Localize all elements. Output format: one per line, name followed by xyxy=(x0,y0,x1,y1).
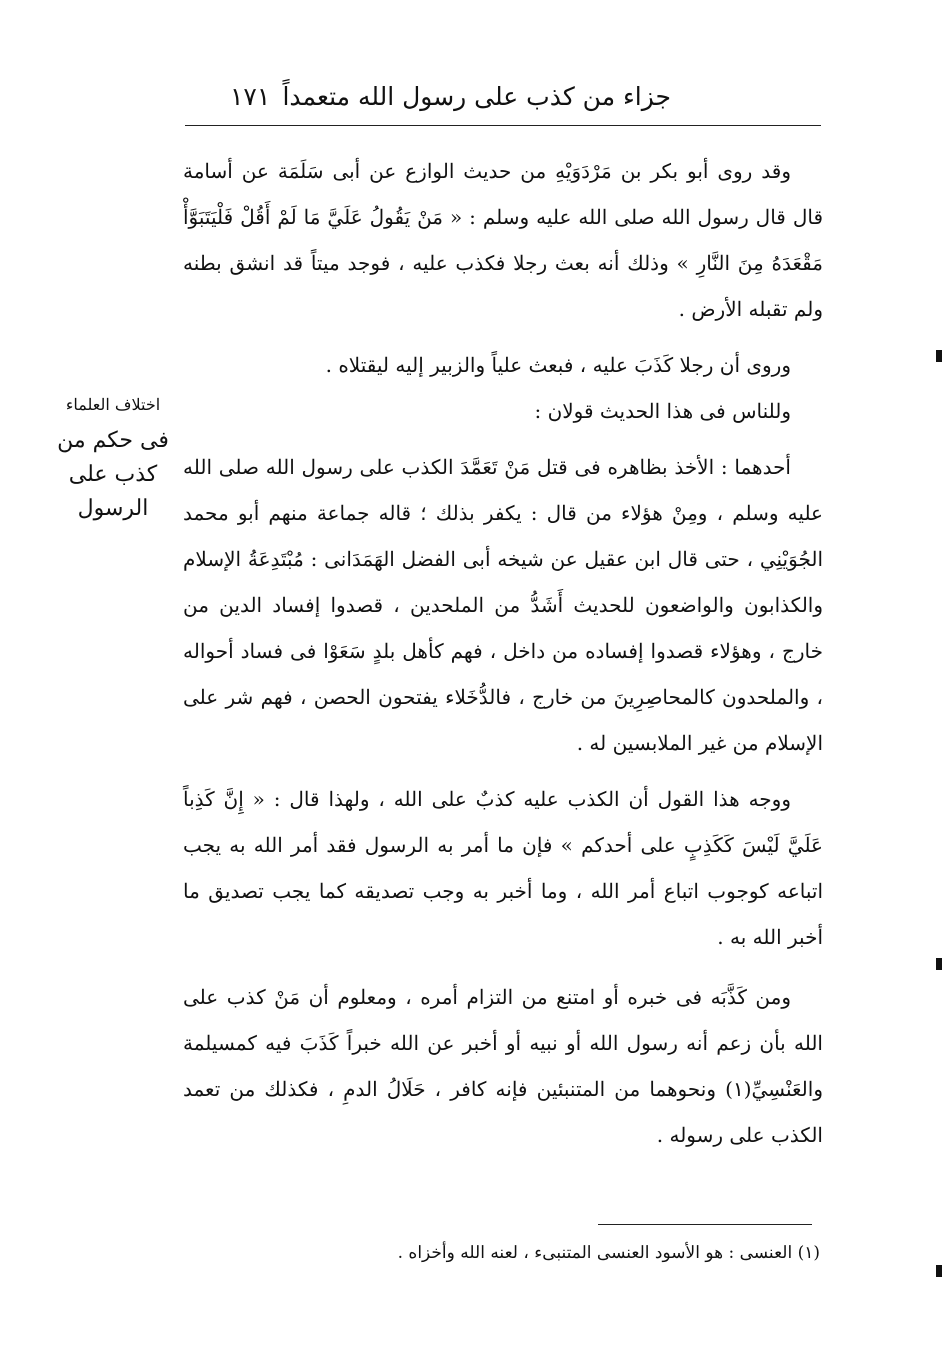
paragraph: وروى أن رجلا كَذَبَ عليه ، فبعث علياً والزبير إليه ليقتلاه . xyxy=(325,353,791,377)
paragraph: ووجه هذا القول أن الكذب عليه كذبٌ على الله ، ولهذا قال : « إِنَّ كَذِباً عَلَيَّ لَيْسَ كَكَذِبٍ على أحدكم » فإن ما أمر به الرسول فقد أمر الله به يجب اتباعه كوجوب اتباع أمر الله ، وما أخبر به وجب تصديقه كما يجب تصديق ما أخبر الله به . xyxy=(183,787,823,949)
margin-note xyxy=(48,390,178,526)
paragraph: وللناس فى هذا الحديث قولان : xyxy=(534,399,791,423)
scan-mark xyxy=(936,350,942,362)
running-header xyxy=(185,78,821,124)
paragraph: أحدهما : الأخذ بظاهره فى قتل مَنْ تَعَمَّدَ الكذب على رسول الله صلى الله عليه وسلم ، ومِنْ هؤلاء من قال : يكفر بذلك ؛ قاله جماعة منهم أبو محمد الجُوَيْنِي ، حتى قال ابن عقيل عن شيخه أبى الفضل الهَمَدَانى : مُبْتَدِعَةُ الإسلام والكذابون والواضعون للحديث أَشَدُّ من الملحدين ، قصدوا إفساد الدين من خارج ، وهؤلاء قصدوا إفساده من داخل ، فهم كأهل بلدٍ سَعَوْا فى فساد أحواله ، والملحدون كالمحاصِرِينَ من خارج ، فالدُّخَلاء يفتحون الحصن ، فهم شر على الإسلام من غير الملابسين له . xyxy=(183,455,823,755)
margin-note-line: كذب على xyxy=(68,462,158,487)
margin-note-line: الرسول xyxy=(77,496,149,521)
margin-note-line: فى حكم من xyxy=(57,428,169,453)
paragraph: وقد روى أبو بكر بن مَرْدَوَيْهِ من حديث الوازع عن أبى سَلَمَة عن أسامة قال قال رسول الله صلى الله عليه وسلم : « مَنْ يَقُولُ عَلَيَّ مَا لَمْ أَقُلْ فَلْيَتَبَوَّأْ مَقْعَدَهُ مِنَ النَّارِ » وذلك أنه بعث رجلا فكذب عليه ، فوجد ميتاً قد انشق بطنه ولم تقبله الأرض . xyxy=(183,159,823,321)
main-text xyxy=(183,148,823,1158)
footnote-divider xyxy=(598,1224,812,1225)
footnote: (١) العنسى : هو الأسود العنسى المتنبىء ، لعنه الله وأخزاه . xyxy=(397,1243,820,1263)
header-divider xyxy=(185,125,821,126)
paragraph: ومن كَذَّبَه فى خبره أو امتنع من التزام أمره ، ومعلوم أن مَنْ كذب على الله بأن زعم أنه رسول الله أو نبيه أو أخبر عن الله خبراً كَذَبَ فيه كمسيلمة والعَنْسِيِّ(١) ونحوهما من المتنبئين فإنه كافر ، حَلَالُ الدمِ ، فكذلك من تعمد الكذب على رسوله . xyxy=(183,985,823,1147)
margin-note-line: اختلاف العلماء xyxy=(65,395,161,414)
page-number: ١٧١ xyxy=(230,82,271,111)
running-title: جزاء من كذب على رسول الله متعمداً xyxy=(282,82,671,111)
scan-mark xyxy=(936,1265,942,1277)
scan-mark xyxy=(936,958,942,970)
